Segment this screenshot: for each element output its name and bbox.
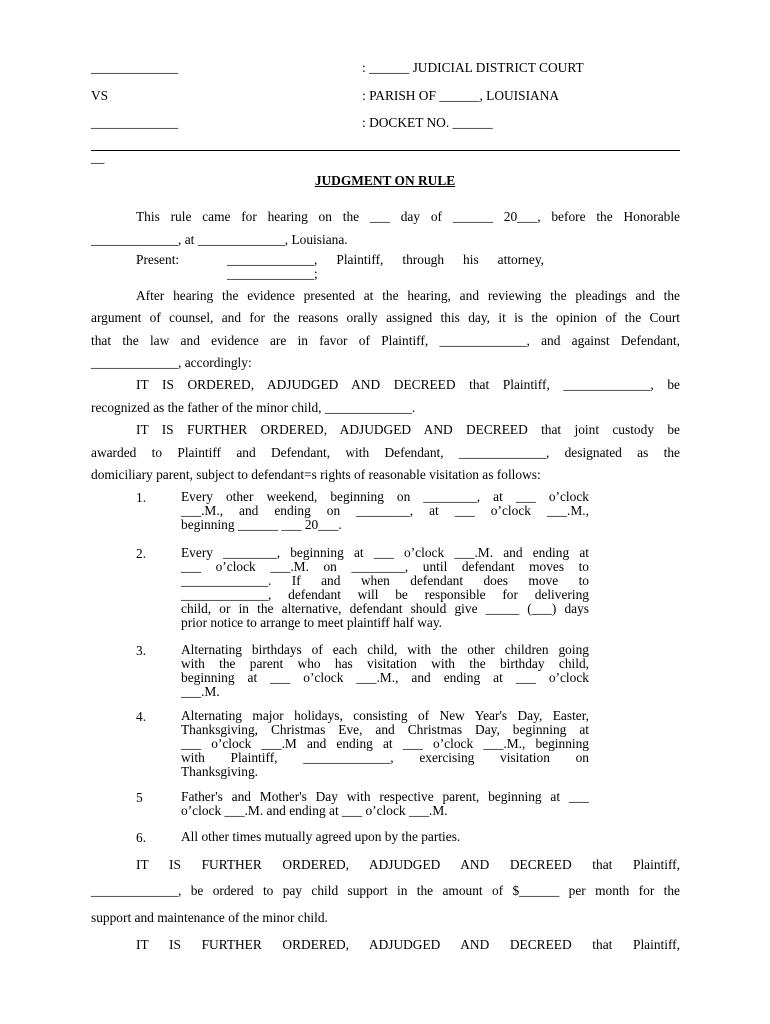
visitation-item-5 [181,790,589,818]
paternity-line-2: recognized as the father of the minor child, _____________. [91,400,416,415]
court-name: : ______ JUDICIAL DISTRICT COURT [362,60,584,75]
visitation-number-3: 3. [136,643,147,658]
findings-line-1: After hearing the evidence presented at the hearing, and reviewing the pleadings and the [136,288,680,303]
custody-line-3: domiciliary parent, subject to defendant=s rights of reasonable visitation as follows: [91,467,541,482]
visitation-3-line-4: ___.M. [181,684,220,699]
caption-rule-tail: __ [91,150,105,165]
visitation-2-line-4: _____________, defendant will be responsible for delivering [181,587,589,602]
visitation-5-line-1: Father's and Mother's Day with respective parent, beginning at ___ [181,789,589,804]
visitation-4-line-4: with Plaintiff, _____________, exercising visitation on [181,750,589,765]
visitation-2-line-5: child, or in the alternative, defendant should give _____ (___) days [181,601,589,616]
caption-rule [91,150,680,151]
visitation-item-1 [181,490,589,532]
findings-line-4: _____________, accordingly: [91,355,252,370]
visitation-number-5: 5 [136,790,143,805]
visitation-2-line-2: ___ o’clock ___.M. on ________, until defendant moves to [181,559,589,574]
visitation-number-2: 2. [136,546,147,561]
document-title: JUDGMENT ON RULE [314,173,456,188]
present-line-1: _____________, Plaintiff, through his attorney, [227,252,544,267]
custody-line-2: awarded to Plaintiff and Defendant, with Defendant, _____________, designated as the [91,445,680,460]
visitation-3-line-2: with the parent who has visitation with the birthday child, [181,656,589,671]
findings-line-3: that the law and evidence are in favor of Plaintiff, _____________, and against Defendant, [91,333,680,348]
visitation-4-line-1: Alternating major holidays, consisting of New Year's Day, Easter, [181,708,589,723]
visitation-4-line-3: ___ o’clock ___.M and ending at ___ o’clock ___.M., beginning [181,736,589,751]
paternity-line-1: IT IS ORDERED, ADJUDGED AND DECREED that Plaintiff, _____________, be [136,377,680,392]
visitation-3-line-3: beginning at ___ o’clock ___.M., and ending at ___ o’clock [181,670,589,685]
visitation-4-line-5: Thanksgiving. [181,764,258,779]
visitation-item-2 [181,546,589,630]
visitation-item-3 [181,643,589,699]
visitation-3-line-1: Alternating birthdays of each child, with the other children going [181,642,589,657]
hearing-line-2: _____________, at _____________, Louisiana. [91,232,348,247]
caption-defendant-blank: _____________ [91,115,179,130]
support-line-1: IT IS FURTHER ORDERED, ADJUDGED AND DECREED that Plaintiff, [136,857,680,872]
findings-line-2: argument of counsel, and for the reasons orally assigned this day, it is the opinion of the Court [91,310,680,325]
support-line-2: _____________, be ordered to pay child support in the amount of $______ per month for the [91,883,680,898]
visitation-5-line-2: o’clock ___.M. and ending at ___ o’clock ___.M. [181,803,448,818]
present-line-2: _____________; [227,266,318,281]
caption-plaintiff-blank: _____________ [91,60,179,75]
visitation-2-line-3: _____________. If and when defendant does move to [181,573,589,588]
visitation-number-1: 1. [136,490,147,505]
custody-line-1: IT IS FURTHER ORDERED, ADJUDGED AND DECREED that joint custody be [136,422,680,437]
final-line-1: IT IS FURTHER ORDERED, ADJUDGED AND DECREED that Plaintiff, [136,937,680,952]
hearing-line-1: This rule came for hearing on the ___ day of ______ 20___, before the Honorable [136,209,680,224]
visitation-number-6: 6. [136,830,147,845]
visitation-4-line-2: Thanksgiving, Christmas Eve, and Christmas Day, beginning at [181,722,589,737]
support-line-3: support and maintenance of the minor child. [91,910,328,925]
visitation-2-line-6: prior notice to arrange to meet plaintiff half way. [181,615,443,630]
present-label: Present: [136,252,180,267]
visitation-6-line-1: All other times mutually agreed upon by the parties. [181,829,461,844]
visitation-1-line-2: ___.M., and ending on ________, at ___ o’clock ___.M., [181,503,589,518]
visitation-1-line-3: beginning ______ ___ 20___. [181,517,342,532]
visitation-item-6 [181,830,589,844]
visitation-number-4: 4. [136,709,147,724]
visitation-item-4 [181,709,589,779]
docket-number: : DOCKET NO. ______ [362,115,493,130]
parish-line: : PARISH OF ______, LOUISIANA [362,88,560,103]
visitation-2-line-1: Every ________, beginning at ___ o’clock ___.M. and ending at [181,545,589,560]
visitation-1-line-1: Every other weekend, beginning on ________, at ___ o’clock [181,489,589,504]
caption-vs: VS [91,88,109,103]
